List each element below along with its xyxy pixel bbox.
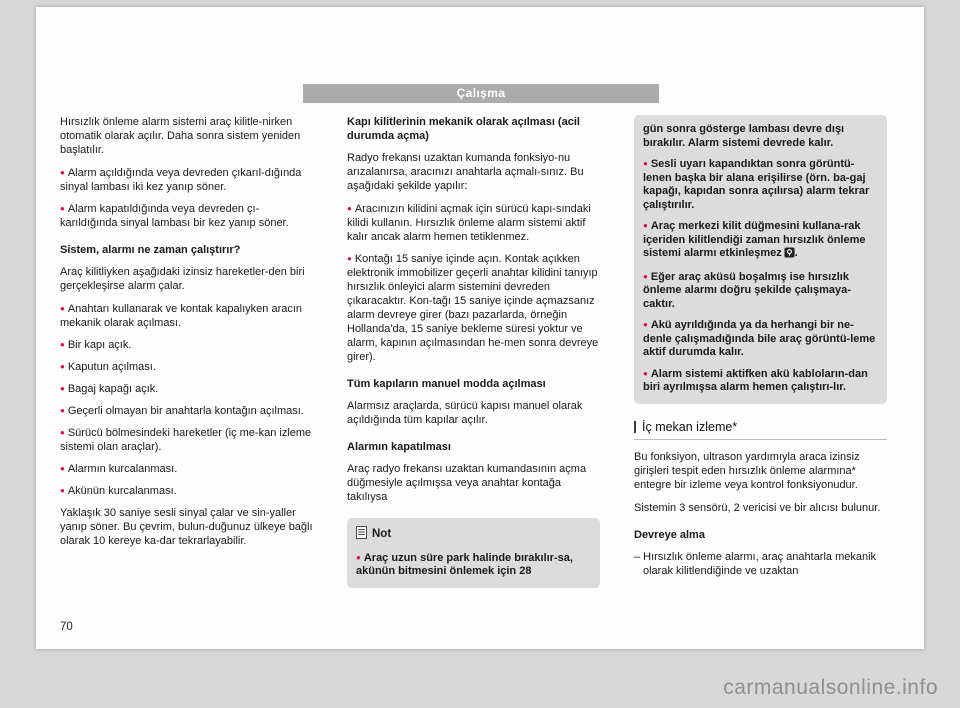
paragraph: Araç radyo frekansı uzaktan kumandasının açma düğmesiyle açılmışsa veya anahtar kontağa takılıysa: [347, 463, 587, 503]
paragraph: Bu fonksiyon, ultrason yardımıyla araca izinsiz girişleri tespit eden hırsızlık önleme alarmına* entegre bir izleme veya kontrol fonksiyonudur.: [634, 450, 860, 491]
paragraph: Hırsızlık önleme alarm sistemi araç kilitle-nirken otomatik olarak açılır. Daha sonra sistem yeniden başlatılır.: [60, 116, 301, 156]
bullet-dot: ●: [643, 159, 648, 168]
bullet-dot: ●: [60, 204, 65, 213]
bullet-dot: ●: [60, 428, 65, 437]
bullet-text: Kontağı 15 saniye içinde açın. Kontak açıkken elektronik immobilizer geçerli anahtar kilidini tanıyıp hırsızlık önleyici alarm sistemini devreden çıkaracaktır. Kon-tağı 15 saniye içinde açmazsanız alarm devreye girer (bazı pazarlarda, örneğin Hollanda'da, 15 saniye bekleme süresi yoktur ve alarm, kapının açılmasından he-men sonra devreye girer).: [347, 253, 599, 363]
subheading: Tüm kapıların manuel modda açılması: [347, 378, 546, 390]
chapter-title: Çalışma: [456, 86, 506, 100]
bullet-item: [60, 166, 313, 194]
bullet-item: [347, 252, 600, 364]
bullet-text: Kaputun açılması.: [67, 361, 156, 373]
bullet-text: Eğer araç aküsü boşalmış ise hırsızlık önleme alarmı doğru şekilde çalışmaya-caktır.: [643, 270, 851, 310]
bullet-text: Akü ayrıldığında ya da herhangi bir ne-denle çalışmadığında bile araç görüntü-leme aktif durumda kalır.: [643, 319, 876, 358]
bullet-dot: ●: [60, 168, 65, 177]
paragraph: Sistemin 3 sensörü, 2 vericisi ve bir alıcısı bulunur.: [634, 501, 881, 514]
bullet-item: [347, 202, 600, 244]
bullet-dot: ●: [347, 204, 352, 213]
bullet-dot: ●: [643, 271, 648, 281]
bullet-text: Sesli uyarı kapandıktan sonra görüntü-lenen başka bir alana erişilirse (örn. ba-gaj kapağı, kapıdan sonra açılırsa) alarm tekrar çalıştırılır.: [643, 158, 870, 211]
bullet-item: [60, 462, 313, 476]
bullet-item: [60, 484, 313, 498]
bullet-dot: ●: [60, 486, 65, 495]
bullet-text: Aracınızın kilidini açmak için sürücü kapı-sındaki kilidi kullanın. Hırsızlık önleme alarm sistemi aktif kalır ancak alarm hemen tetiklenmez.: [347, 203, 591, 243]
bullet-text: Alarm açıldığında veya devreden çıkarıl-dığında sinyal lambası iki kez yanıp söner.: [60, 167, 302, 193]
bullet-dot: ●: [643, 320, 648, 329]
bullet-text: Araç merkezi kilit düğmesini kullana-rak içeriden kilitlendiği zaman hırsızlık önleme sistemi alarmı etkinleşmez: [643, 220, 866, 259]
bullet-dot: ●: [356, 552, 361, 562]
bullet-dot: ●: [60, 406, 65, 415]
subheading: Kapı kilitlerinin mekanik olarak açılması (acil durumda açma): [347, 116, 580, 142]
bullet-text: Alarm sistemi aktifken akü kabloların-dan biri ayrılmışsa alarm hemen çalıştırı-lır.: [643, 367, 868, 393]
column-1: [60, 115, 313, 588]
bullet-text-suffix: .: [794, 247, 798, 259]
text-columns: [60, 115, 890, 588]
bullet-dot: ●: [347, 254, 352, 263]
note-icon: [356, 526, 367, 544]
bullet-text: Bir kapı açık.: [67, 339, 132, 351]
bullet-item: [60, 360, 313, 374]
bullet-text: Araç uzun süre park halinde bırakılır-sa, akünün bitmesini önlemek için 28: [356, 551, 573, 577]
bullet-dot: ●: [60, 340, 65, 349]
subheading: Sistem, alarmı ne zaman çalıştırır?: [60, 244, 241, 256]
chapter-header-bar: [303, 84, 659, 103]
note-bullet-item: [643, 157, 878, 212]
bullet-text: Sürücü bölmesindeki hareketler (iç me-kan izleme sistemi olan araçlar).: [60, 427, 312, 453]
page-number: 70: [60, 621, 73, 633]
bullet-dot: ●: [60, 362, 65, 371]
note-label: Not: [372, 528, 392, 540]
dash-item: [634, 550, 887, 578]
bullet-dot: ●: [60, 464, 65, 473]
note-box-header: [356, 526, 591, 544]
bullet-text: Bagaj kapağı açık.: [67, 383, 159, 395]
note-paragraph: gün sonra gösterge lambası devre dışı bırakılır. Alarm sistemi devrede kalır.: [643, 123, 845, 149]
paragraph: Araç kilitliyken aşağıdaki izinsiz hareketler-den biri gerçekleşirse alarm çalar.: [60, 266, 305, 292]
bullet-dot: ●: [60, 304, 65, 313]
manual-page-sheet: [36, 7, 924, 649]
bullet-dot: ●: [60, 384, 65, 393]
bullet-item: [60, 202, 313, 230]
note-box-continuation: [634, 115, 887, 404]
subheading: Devreye alma: [634, 528, 705, 541]
bullet-text: Alarmın kurcalanması.: [67, 463, 178, 475]
column-2: [347, 115, 600, 588]
note-bullet-item: [356, 551, 591, 579]
subheading: Alarmın kapatılması: [347, 441, 451, 453]
paragraph: Radyo frekansı uzaktan kumanda fonksiyo-nu arızalanırsa, aracınızı anahtarla açmalı-sınız. Bu aşağıdaki şekilde yapılır:: [347, 152, 584, 192]
paragraph: Yaklaşık 30 saniye sesli sinyal çalar ve sin-yaller yanıp söner. Bu çevrim, bulun-duğunuz ülkeye bağlı olarak 10 kereye ka-dar tekrarlayabilir.: [60, 507, 313, 547]
watermark: carmanualsonline.info: [723, 676, 938, 699]
bullet-text: Akünün kurcalanması.: [67, 485, 177, 497]
bullet-item: [60, 302, 313, 330]
column-3: [634, 115, 887, 588]
bullet-item: [60, 338, 313, 352]
note-bullet-item: [643, 367, 878, 395]
note-bullet-item: [643, 270, 878, 312]
bullet-item: [60, 404, 313, 418]
dash-marker: –: [634, 550, 641, 563]
bullet-text: Anahtarı kullanarak ve kontak kapalıyken aracın mekanik olarak açılması.: [60, 303, 303, 329]
bullet-text: Alarm kapatıldığında veya devreden çı-karıldığında sinyal lambası bir kez yanıp söner.: [60, 203, 289, 229]
paragraph: Alarmsız araçlarda, sürücü kapısı manuel olarak açıldığında tüm kapılar açılır.: [347, 400, 583, 426]
bullet-dot: ●: [643, 368, 648, 378]
safe-lock-icon: [784, 247, 795, 263]
bullet-text: Geçerli olmayan bir anahtarla kontağın açılması.: [67, 405, 304, 417]
note-bullet-item: [643, 318, 878, 360]
bullet-item: [60, 382, 313, 396]
note-box: [347, 518, 600, 588]
dash-text: Hırsızlık önleme alarmı, araç anahtarla mekanik olarak kilitlendiğinde ve uzaktan: [643, 550, 877, 577]
note-bullet-item: [643, 219, 878, 263]
bullet-item: [60, 426, 313, 454]
bullet-dot: ●: [643, 221, 648, 230]
section-heading: İç mekan izleme*: [634, 420, 887, 440]
